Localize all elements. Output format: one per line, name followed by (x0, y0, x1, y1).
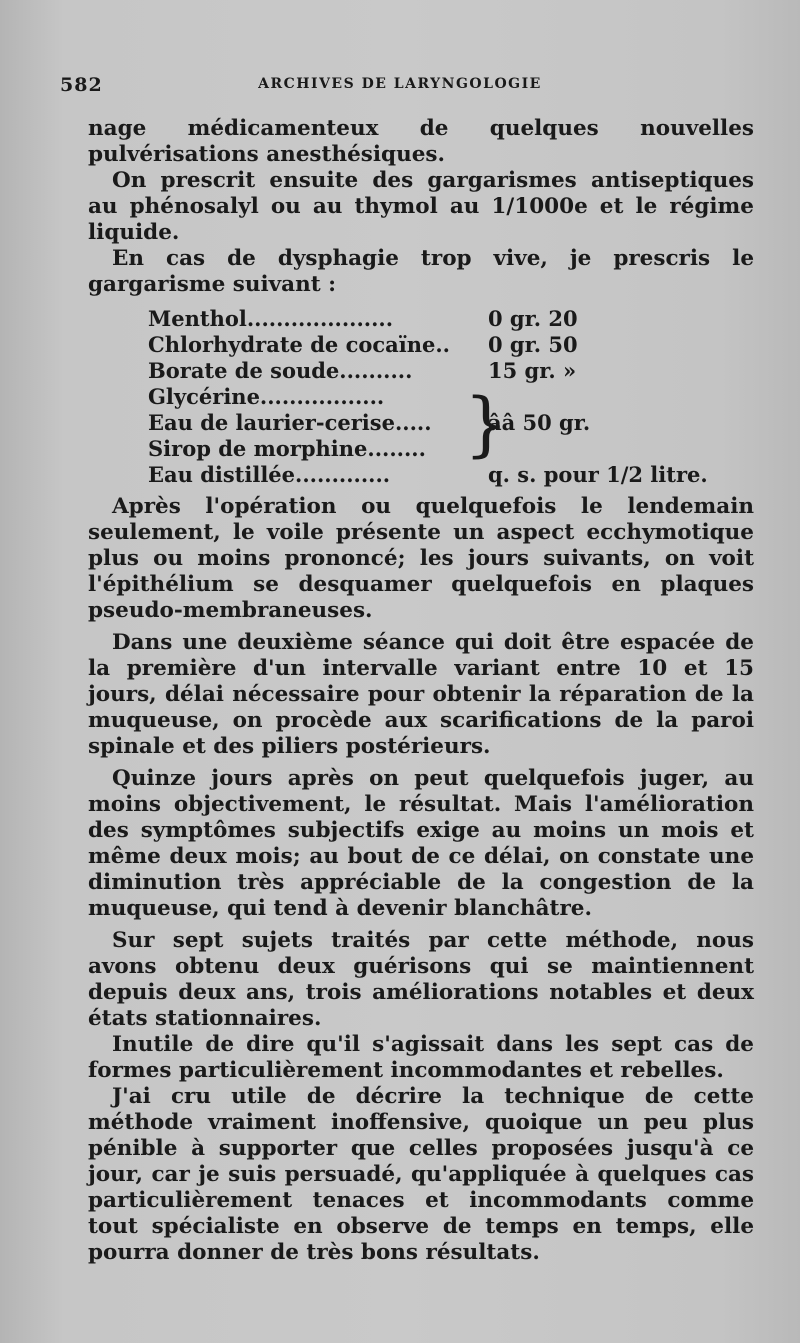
paragraph-5: Dans une deuxième séance qui doit être espacée de la première d'un intervalle variant entre 10 et 15 jours, délai nécessaire pour obtenir la réparation de la muqueuse, on procède aux scarifications de la paroi spinale et des piliers postérieurs. (88, 630, 754, 759)
ingredient-name: Menthol.................... (148, 306, 394, 331)
ingredient-quantity: ââ 50 gr. (488, 410, 591, 435)
running-title: ARCHIVES DE LARYNGOLOGIE (258, 76, 542, 92)
ingredient-quantity: 0 gr. 20 (488, 306, 578, 331)
recipe-row (148, 358, 708, 384)
ingredient-name: Glycérine................. (148, 384, 385, 409)
paragraph-6: Quinze jours après on peut quelquefois juger, au moins objectivement, le résultat. Mais l'amélioration des symptômes subjectifs exige au moins un mois et même deux mois; au bout de ce délai, on constate une diminution très appréciable de la congestion de la muqueuse, qui tend à devenir blanchâtre. (88, 766, 754, 921)
curly-brace-icon: } (464, 383, 509, 465)
paragraph-3: En cas de dysphagie trop vive, je prescris le gargarisme suivant : (88, 246, 754, 297)
page-number: 582 (60, 74, 103, 96)
paragraph-4: Après l'opération ou quelquefois le lendemain seulement, le voile présente un aspect ecchymotique plus ou moins prononcé; les jours suivants, on voit l'épithélium se desquamer quelquefois en plaques pseudo-membraneuses. (88, 494, 754, 623)
ingredient-quantity: q. s. pour 1/2 litre. (488, 462, 708, 487)
ingredient-name: Chlorhydrate de cocaïne.. (148, 332, 450, 357)
paragraph-8: Inutile de dire qu'il s'agissait dans les sept cas de formes particulièrement incommodantes et rebelles. (88, 1032, 754, 1083)
ingredient-name: Sirop de morphine........ (148, 436, 426, 461)
paragraph-1: nage médicamenteux de quelques nouvelles pulvérisations anesthésiques. (88, 116, 754, 167)
ingredient-quantity: 15 gr. » (488, 358, 577, 383)
body-text (88, 116, 754, 1266)
recipe-row (148, 306, 708, 332)
ingredient-quantity: 0 gr. 50 (488, 332, 578, 357)
ingredient-name: Eau de laurier-cerise..... (148, 410, 432, 435)
recipe-row (148, 332, 708, 358)
page-header (60, 74, 740, 104)
paragraph-2: On prescrit ensuite des gargarismes antiseptiques au phénosalyl ou au thymol au 1/1000e et le régime liquide. (88, 168, 754, 245)
recipe-group (148, 383, 708, 465)
recipe (148, 306, 708, 488)
paragraph-9: J'ai cru utile de décrire la technique de cette méthode vraiment inoffensive, quoique un peu plus pénible à supporter que celles proposées jusqu'à ce jour, car je suis persuadé, qu'appliquée à quelques cas particulièrement tenaces et incommodants comme tout spécialiste en observe de temps en temps, elle pourra donner de très bons résultats. (88, 1084, 754, 1265)
ingredient-name: Borate de soude.......... (148, 358, 413, 383)
recipe-row (148, 462, 708, 488)
paragraph-7: Sur sept sujets traités par cette méthode, nous avons obtenu deux guérisons qui se maintiennent depuis deux ans, trois améliorations notables et deux états stationnaires. (88, 928, 754, 1031)
ingredient-name: Eau distillée............. (148, 462, 391, 487)
